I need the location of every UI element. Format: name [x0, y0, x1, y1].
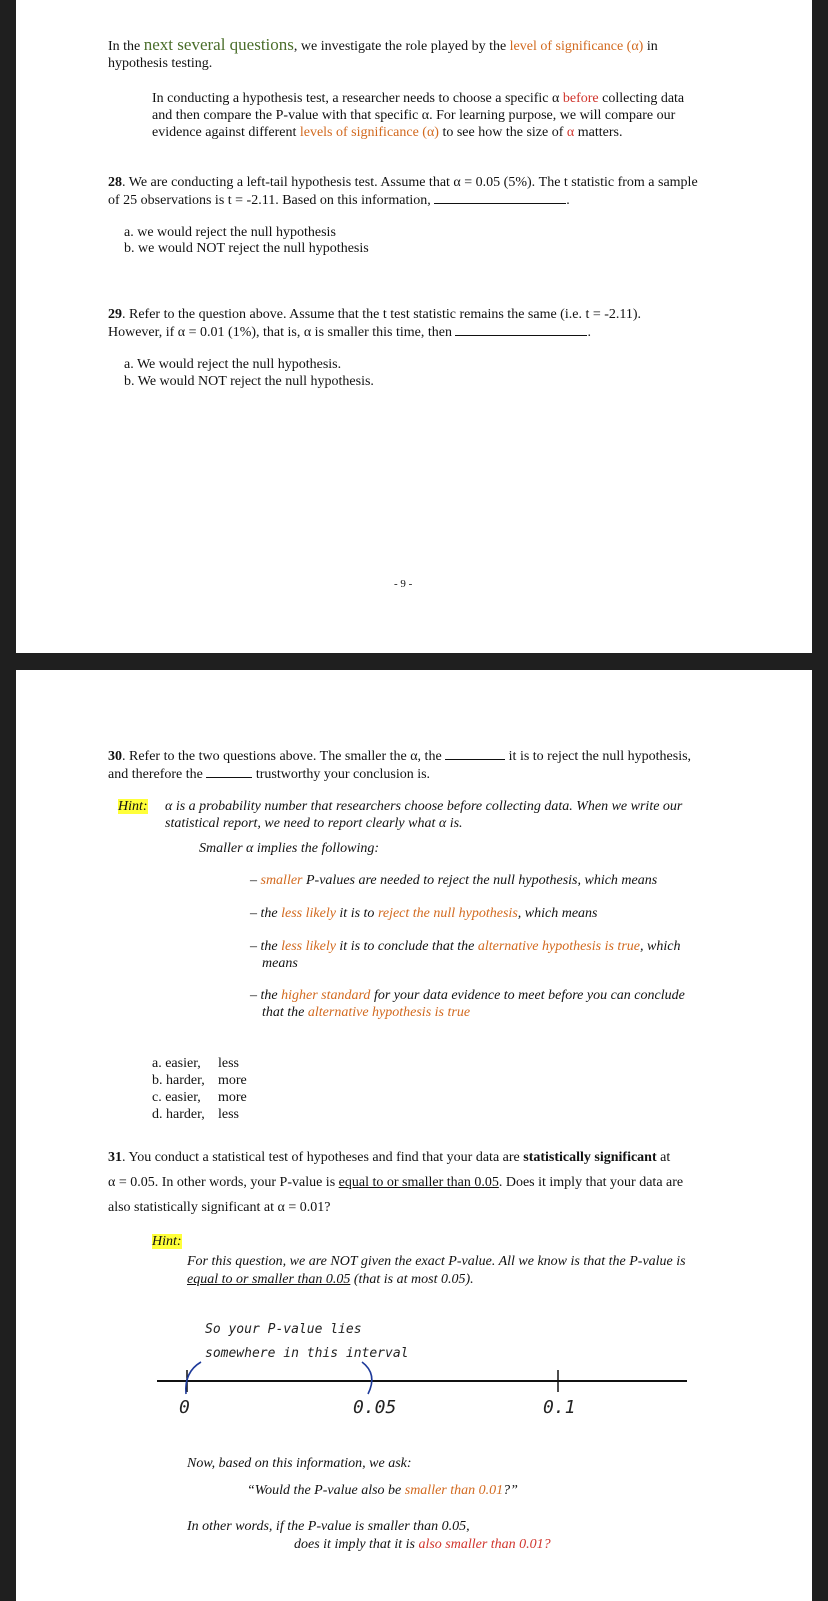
tick-label-0-1: 0.1	[543, 1397, 576, 1418]
q29-option-b[interactable]: b. We would NOT reject the null hypothesis.	[124, 374, 374, 389]
tick-label-0: 0	[179, 1397, 190, 1418]
in-other-words-line-2: does it imply that it is also smaller than 0.01?	[294, 1537, 551, 1552]
question-30: 30. Refer to the two questions above. The smaller the α, the it is to reject the null hypothesis, and therefore the trustworthy your conclusion is.	[108, 749, 692, 782]
question-29: 29. Refer to the question above. Assume that the t test statistic remains the same (i.e. t = -2.11). However, if α = 0.01 (1%), that is, α is smaller this time, then .	[108, 307, 642, 340]
answer-blank[interactable]	[455, 323, 587, 336]
number-line-figure	[16, 670, 812, 1601]
handwritten-note-line-1: So your P-value lies	[205, 1322, 362, 1337]
bullet-3: – the less likely it is to conclude that the alternative hypothesis is true, which means	[250, 939, 681, 971]
q30-option-d[interactable]: d. harder, less	[152, 1107, 239, 1122]
bullet-4: – the higher standard for your data evidence to meet before you can conclude that the alternative hypothesis is true	[250, 988, 685, 1020]
intro-paragraph: In the next several questions, we investigate the role played by the level of significance (α) in hypothesis testing.	[108, 35, 658, 71]
in-other-words-line-1: In other words, if the P-value is smaller than 0.05,	[187, 1519, 470, 1534]
q28-option-a[interactable]: a. we would reject the null hypothesis	[124, 225, 336, 240]
question-31: 31. You conduct a statistical test of hypotheses and find that your data are statistically significant at α = 0.05. In other words, your P-value is equal to or smaller than 0.05. Does it imply that your data are also statistically significant at α = 0.01?	[108, 1150, 684, 1215]
hint-label: Hint:	[118, 799, 148, 814]
quoted-question: “Would the P-value also be smaller than 0.01?”	[247, 1483, 518, 1498]
now-based-text: Now, based on this information, we ask:	[187, 1456, 412, 1471]
q30-option-a[interactable]: a. easier, less	[152, 1056, 239, 1071]
question-28: 28. We are conducting a left-tail hypothesis test. Assume that α = 0.05 (5%). The t statistic from a sample of 25 observations is t = -2.11. Based on this information, .	[108, 175, 698, 208]
intro-next-several-questions: next several questions	[143, 35, 294, 54]
intro-level-of-significance: level of significance (α)	[509, 39, 644, 54]
page-number: - 9 -	[394, 578, 413, 590]
q30-option-b[interactable]: b. harder, more	[152, 1073, 247, 1088]
handwritten-note-line-2: somewhere in this interval	[205, 1346, 409, 1361]
interval-left-bracket	[186, 1362, 201, 1394]
q29-option-a[interactable]: a. We would reject the null hypothesis.	[124, 357, 342, 372]
page-9	[16, 0, 812, 653]
tick-label-0-05: 0.05	[353, 1397, 397, 1418]
bullet-2: – the less likely it is to reject the null hypothesis, which means	[250, 906, 598, 921]
context-paragraph: In conducting a hypothesis test, a researcher needs to choose a specific α before collecting data and then compare the P-value with that specific α. For learning purpose, we will compare our evidence against different levels of significance (α) to see how the size of α matters.	[152, 91, 685, 140]
q31-hint-label: Hint:	[152, 1234, 182, 1249]
answer-blank[interactable]	[434, 191, 566, 204]
q30-option-c[interactable]: c. easier, more	[152, 1090, 247, 1105]
smaller-alpha-implies: Smaller α implies the following:	[199, 841, 380, 856]
q30-hint-text: α is a probability number that researchers choose before collecting data. When we write our statistical report, we need to report clearly what α is.	[165, 799, 683, 831]
interval-right-bracket	[362, 1362, 372, 1394]
bullet-1: – smaller P-values are needed to reject the null hypothesis, which means	[250, 873, 658, 888]
page-10	[16, 670, 812, 1601]
q31-hint-text: For this question, we are NOT given the exact P-value. All we know is that the P-value is equal to or smaller than 0.05 (that is at most 0.05).	[187, 1254, 686, 1287]
q28-option-b[interactable]: b. we would NOT reject the null hypothesis	[124, 241, 369, 256]
